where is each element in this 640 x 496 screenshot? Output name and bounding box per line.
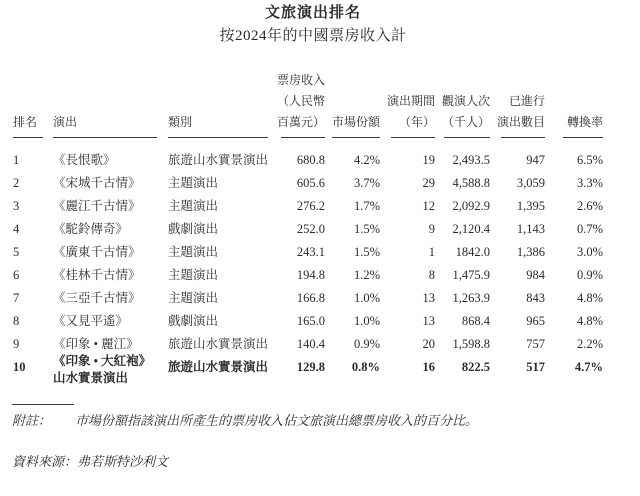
cell-rank: 5 xyxy=(13,245,20,259)
header-shows: 已進行 演出數目 xyxy=(490,70,545,138)
cell-rank: 2 xyxy=(13,176,20,190)
cell-attendance: 2,092.9 xyxy=(452,199,490,213)
header-row xyxy=(13,70,603,138)
document-page xyxy=(0,5,640,496)
cell-rank: 9 xyxy=(13,337,20,351)
cell-shows: 965 xyxy=(526,314,545,328)
table-row xyxy=(13,330,603,353)
cell-category: 旅遊山水實景演出 xyxy=(168,337,269,351)
cell-shows: 843 xyxy=(526,291,545,305)
cell-category: 戲劇演出 xyxy=(168,222,219,236)
cell-rank: 8 xyxy=(13,314,20,328)
source-label: 資料來源： xyxy=(12,454,78,469)
header-market-share: 市場份額 xyxy=(325,70,380,138)
cell-shows: 947 xyxy=(526,153,545,167)
table-row xyxy=(13,215,603,238)
cell-conversion: 6.5% xyxy=(576,153,603,167)
cell-period: 13 xyxy=(422,291,435,305)
cell-period: 19 xyxy=(422,153,435,167)
header-performance: 演出 xyxy=(53,70,168,138)
cell-attendance: 822.5 xyxy=(461,360,490,374)
header-underline xyxy=(391,137,435,138)
header-underline xyxy=(53,137,157,138)
cell-performance: 《麗江千古情》 xyxy=(53,199,141,213)
cell-market-share: 1.5% xyxy=(353,245,380,259)
cell-revenue: 276.2 xyxy=(296,199,325,213)
cell-performance: 《廣東千古情》 xyxy=(53,245,141,259)
cell-attendance: 1842.0 xyxy=(455,245,490,259)
cell-period: 13 xyxy=(422,314,435,328)
cell-shows: 1,395 xyxy=(516,199,545,213)
cell-market-share: 0.9% xyxy=(353,337,380,351)
header-underline xyxy=(281,137,325,138)
cell-category: 主題演出 xyxy=(168,199,219,213)
footnote-label: 附註： xyxy=(12,413,52,428)
header-underline xyxy=(168,137,268,138)
cell-conversion: 4.7% xyxy=(574,360,603,374)
footnote xyxy=(12,412,612,429)
table-row xyxy=(13,138,603,169)
table-row xyxy=(13,307,603,330)
header-block xyxy=(0,5,626,44)
cell-revenue: 680.8 xyxy=(296,153,325,167)
cell-market-share: 1.5% xyxy=(353,222,380,236)
cell-category: 主題演出 xyxy=(168,176,219,190)
ranking-table xyxy=(13,70,603,387)
cell-conversion: 4.8% xyxy=(576,314,603,328)
cell-performance: 《印象 • 大紅袍》 山水實景演出 xyxy=(53,354,152,385)
cell-rank: 1 xyxy=(13,153,20,167)
table-row xyxy=(13,169,603,192)
cell-rank: 10 xyxy=(13,360,26,374)
cell-revenue: 243.1 xyxy=(296,245,325,259)
table-header xyxy=(13,70,603,138)
cell-period: 20 xyxy=(422,337,435,351)
cell-market-share: 4.2% xyxy=(353,153,380,167)
cell-category: 旅遊山水實景演出 xyxy=(168,360,269,374)
cell-revenue: 166.8 xyxy=(296,291,325,305)
cell-market-share: 1.0% xyxy=(353,314,380,328)
cell-market-share: 1.0% xyxy=(353,291,380,305)
table-row xyxy=(13,284,603,307)
cell-category: 旅遊山水實景演出 xyxy=(168,153,269,167)
cell-market-share: 3.7% xyxy=(353,176,380,190)
cell-rank: 3 xyxy=(13,199,20,213)
cell-revenue: 165.0 xyxy=(296,314,325,328)
cell-period: 9 xyxy=(428,222,435,236)
cell-attendance: 4,588.8 xyxy=(452,176,490,190)
footnote-text: 市場份額指該演出所產生的票房收入佔文旅演出總票房收入的百分比。 xyxy=(75,413,479,428)
cell-category: 主題演出 xyxy=(168,245,219,259)
cell-rank: 7 xyxy=(13,291,20,305)
header-underline xyxy=(444,137,490,138)
cell-revenue: 140.4 xyxy=(296,337,325,351)
table-body xyxy=(13,138,603,387)
cell-performance: 《桂林千古情》 xyxy=(53,268,141,282)
header-underline xyxy=(13,137,43,138)
page-subtitle: 按2024年的中國票房收入計 xyxy=(219,28,407,44)
cell-shows: 3,059 xyxy=(516,176,545,190)
cell-attendance: 1,475.9 xyxy=(452,268,490,282)
cell-conversion: 4.8% xyxy=(576,291,603,305)
cell-category: 主題演出 xyxy=(168,268,219,282)
page-title: 文旅演出排名 xyxy=(264,5,361,21)
cell-shows: 984 xyxy=(526,268,545,282)
cell-period: 29 xyxy=(422,176,435,190)
cell-rank: 6 xyxy=(13,268,20,282)
cell-performance: 《三亞千古情》 xyxy=(53,291,141,305)
header-attendance: 觀演人次 （千人） xyxy=(435,70,490,138)
cell-performance: 《長恨歌》 xyxy=(53,153,116,167)
cell-rank: 4 xyxy=(13,222,20,236)
header-rank: 排名 xyxy=(13,70,53,138)
cell-shows: 517 xyxy=(526,360,545,374)
cell-period: 1 xyxy=(428,245,435,259)
cell-market-share: 0.8% xyxy=(351,360,380,374)
cell-attendance: 2,120.4 xyxy=(452,222,490,236)
header-period: 演出期間 （年） xyxy=(380,70,435,138)
table-row xyxy=(13,353,603,387)
cell-category: 戲劇演出 xyxy=(168,314,219,328)
cell-revenue: 605.6 xyxy=(296,176,325,190)
cell-conversion: 2.6% xyxy=(576,199,603,213)
cell-period: 12 xyxy=(422,199,435,213)
footnote-divider xyxy=(12,404,74,405)
cell-revenue: 252.0 xyxy=(296,222,325,236)
source-line xyxy=(12,453,640,470)
cell-shows: 757 xyxy=(526,337,545,351)
cell-attendance: 1,598.8 xyxy=(452,337,490,351)
header-underline xyxy=(501,137,545,138)
table-row xyxy=(13,238,603,261)
cell-market-share: 1.7% xyxy=(353,199,380,213)
cell-period: 8 xyxy=(428,268,435,282)
cell-attendance: 868.4 xyxy=(461,314,490,328)
header-underline xyxy=(332,137,380,138)
table-row xyxy=(13,261,603,284)
cell-attendance: 2,493.5 xyxy=(452,153,490,167)
header-category: 類別 xyxy=(168,70,268,138)
cell-conversion: 0.7% xyxy=(576,222,603,236)
cell-performance: 《宋城千古情》 xyxy=(53,176,141,190)
header-conversion: 轉換率 xyxy=(545,70,603,138)
cell-revenue: 129.8 xyxy=(296,360,325,374)
cell-market-share: 1.2% xyxy=(353,268,380,282)
cell-performance: 《印象 • 麗江》 xyxy=(53,337,139,351)
cell-conversion: 2.2% xyxy=(576,337,603,351)
cell-attendance: 1,263.9 xyxy=(452,291,490,305)
cell-conversion: 3.3% xyxy=(576,176,603,190)
cell-shows: 1,143 xyxy=(516,222,545,236)
source-text: 弗若斯特沙利文 xyxy=(77,454,169,469)
header-revenue: 票房收入 （人民幣 百萬元） xyxy=(268,70,325,138)
header-underline xyxy=(563,137,603,138)
cell-category: 主題演出 xyxy=(168,291,219,305)
cell-revenue: 194.8 xyxy=(296,268,325,282)
cell-conversion: 0.9% xyxy=(576,268,603,282)
cell-performance: 《駝鈴傳奇》 xyxy=(53,222,129,236)
cell-performance: 《又見平遙》 xyxy=(53,314,129,328)
table-row xyxy=(13,192,603,215)
cell-shows: 1,386 xyxy=(516,245,545,259)
cell-period: 16 xyxy=(422,360,435,374)
cell-conversion: 3.0% xyxy=(576,245,603,259)
